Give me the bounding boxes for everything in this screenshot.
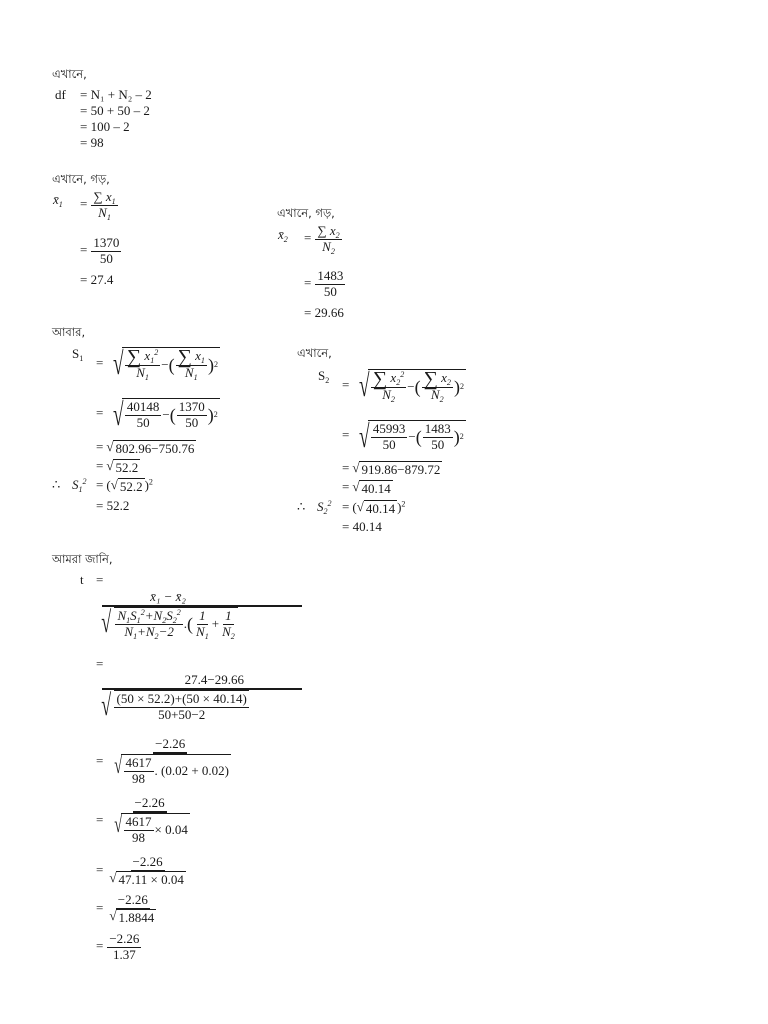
s1-formula: = √ $\frac{\sum x_1^2}{N_1}$ − ( $\frac{\sum x_1}{N_1}$ ) 2 (96, 345, 218, 382)
s2-result: = 40.14 (342, 519, 382, 534)
mean1-substitution: = $\frac{1370}{50}$ (80, 235, 120, 266)
s1-squared-label: $S_1^2$ (72, 477, 87, 494)
s2-formula: = √ $\frac{\sum x_2^2}{N_2}$ − ( $\frac{\sum x_2}{N_2}$ ) 2 (342, 367, 464, 404)
s1-heading: আবার, (52, 325, 86, 339)
s1-root: = √ 52.2 (96, 458, 139, 475)
df-line-2: = 50 + 50 – 2 (80, 103, 150, 118)
s2-root: = √ 40.14 (342, 479, 391, 496)
mean2-heading: এখানে, গড়, (277, 206, 335, 220)
s2-difference: = √ 919.86−879.72 (342, 460, 441, 477)
df-line-4: = 98 (80, 135, 104, 150)
t-step-5: = −2.26 √ 47.11 × 0.04 (96, 854, 184, 887)
mean2-symbol: $x̄_2$ (278, 227, 288, 244)
t-equals: = (96, 572, 104, 587)
t-step-7: = $\frac{-2.26}{1.37}$ (96, 931, 140, 962)
mean2-formula: = $\frac{\sum x_2}{N_2}$ (304, 223, 340, 256)
df-line-3: = 100 – 2 (80, 119, 130, 134)
df-heading: এখানে, (52, 67, 87, 81)
df-line-1: = N₁ + N₂ – 2 (80, 87, 152, 102)
t-step-4: = −2.26 √ $\frac{4617}{98}$ × 0.04 (96, 795, 188, 845)
s1-difference: = √ 802.96−750.76 (96, 439, 195, 456)
s1-substitution: = √ $\frac{40148}{50}$ − ( $\frac{1370}{50}$ ) 2 (96, 396, 218, 432)
s2-squared: = ( √ 40.14 )$^2$ (342, 499, 406, 516)
s1-squared: = ( √ 52.2 )$^2$ (96, 477, 153, 494)
s1-label: $S_1$ (72, 346, 84, 363)
t-label: t (80, 572, 84, 587)
s1-therefore: ∴ (52, 477, 61, 492)
df-label: df (55, 87, 66, 102)
s2-therefore: ∴ (297, 499, 306, 514)
mean1-symbol: $x̄_1$ (53, 192, 63, 209)
s2-label: $S_2$ (318, 368, 330, 385)
t-substitution: 27.4−29.66 √ (50 × 52.2)+(50 × 40.14) 50+50−2 (98, 673, 244, 737)
mean2-substitution: = $\frac{1483}{50}$ (304, 268, 344, 299)
mean2-result: = 29.66 (304, 305, 344, 320)
t-step-3: = −2.26 √ $\frac{4617}{98}$ . (0.02 + 0.02) (96, 736, 230, 786)
s2-substitution: = √ $\frac{45993}{50}$ − ( $\frac{1483}{50}$ ) 2 (342, 418, 464, 454)
s2-squared-label: $S_2^2$ (317, 499, 332, 516)
t-formula: x̄₁ − x̄₂ √ $\frac{N_1S_1^2+N_2S_2^2}{N_1+N_2-2}$ . ( $\frac{1}{N_1}$ + $\frac{1}{N_2}$ (98, 590, 244, 656)
s2-heading: এখানে, (297, 346, 332, 360)
mean1-formula: = $\frac{\sum x_1}{N_1}$ (80, 189, 116, 222)
mean1-result: = 27.4 (80, 272, 114, 287)
t-heading: আমরা জানি, (52, 552, 113, 566)
t-equals-2: = (96, 656, 104, 671)
mean1-heading: এখানে, গড়, (52, 172, 110, 186)
s1-result: = 52.2 (96, 498, 130, 513)
t-step-6: = −2.26 √ 1.8844 (96, 892, 155, 925)
